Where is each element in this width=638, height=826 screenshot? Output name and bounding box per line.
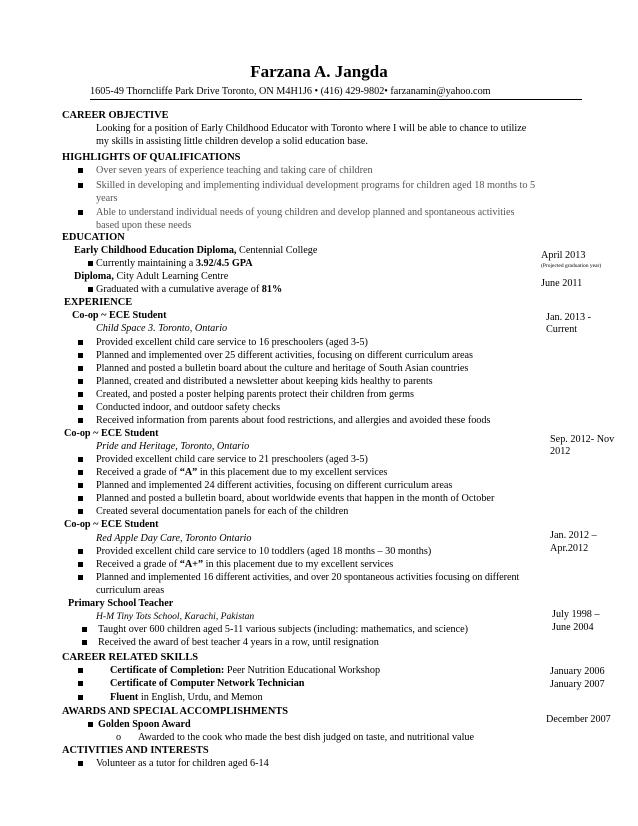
sub-bullet-icon: o xyxy=(116,732,122,743)
job-title: Co-op ~ ECE Student xyxy=(64,428,159,439)
contact-line: 1605-49 Thorncliffe Park Drive Toronto, ON M4H1J6 • (416) 429-9802• farzanamin@yahoo.com xyxy=(90,86,491,97)
grade-suffix: in this placement due to my excellent services xyxy=(203,559,394,570)
bullet-icon xyxy=(78,402,83,415)
job-date-end: 2012 xyxy=(550,446,571,457)
award-title: Golden Spoon Award xyxy=(98,719,191,730)
grade-label: Received a grade of xyxy=(96,467,180,478)
job-date-start: Sep. 2012- Nov xyxy=(550,434,615,445)
highlight-item: Skilled in developing and implementing individual development programs for children aged 18 months to 5 xyxy=(96,180,536,191)
education-ece-title: Early Childhood Education Diploma, xyxy=(74,245,237,256)
job-duty-item-continued: curriculum areas xyxy=(96,585,165,596)
job-duty-item: Planned and implemented over 25 different activities, focusing on different curriculum areas xyxy=(96,350,474,361)
section-heading-highlights: HIGHLIGHTS OF QUALIFICATIONS xyxy=(62,152,241,163)
section-heading-experience: EXPERIENCE xyxy=(64,297,133,308)
bullet-icon xyxy=(88,719,93,732)
education-diploma-school: City Adult Learning Centre xyxy=(113,271,229,282)
education-gpa-value: 3.92/4.5 GPA xyxy=(195,258,253,269)
bullet-icon xyxy=(78,692,83,705)
skill-text: in English, Urdu, and Memon xyxy=(138,692,263,703)
bullet-icon xyxy=(78,467,83,480)
education-diploma-avg-line xyxy=(96,284,282,297)
education-ece-line xyxy=(74,245,317,258)
bullet-icon xyxy=(78,363,83,376)
objective-text-line1: Looking for a position of Early Childhood Educator with Toronto where I will be able to chance to utilize xyxy=(96,123,527,134)
job-duty-item: Planned and implemented 16 different activities, and over 20 spontaneous activities focusing on different xyxy=(96,572,520,583)
section-heading-objective: CAREER OBJECTIVE xyxy=(62,110,169,121)
education-gpa-label: Currently maintaining a xyxy=(96,258,196,269)
bullet-icon xyxy=(78,572,83,585)
highlight-item-continued: based upon these needs xyxy=(96,220,192,231)
skill-text: Peer Nutrition Educational Workshop xyxy=(224,665,381,676)
education-avg-label: Graduated with a cumulative average of xyxy=(96,284,262,295)
job-duty-item: Conducted indoor, and outdoor safety checks xyxy=(96,402,281,413)
job-date-start: Jan. 2013 - xyxy=(546,312,591,323)
grade-value: “A” xyxy=(179,467,198,478)
job-date-start: Jan. 2012 – xyxy=(550,530,597,541)
job-duty-item: Planned, created and distributed a newsletter about keeping kids healthy to parents xyxy=(96,376,433,387)
bullet-icon xyxy=(88,258,93,271)
job-title: Co-op ~ ECE Student xyxy=(72,310,167,321)
education-avg-value: 81% xyxy=(261,284,283,295)
skill-item: Certificate of Computer Network Technician xyxy=(110,678,305,689)
job-duty-item: Received the award of best teacher 4 years in a row, until resignation xyxy=(98,637,379,648)
education-ece-school: Centennial College xyxy=(236,245,318,256)
job-duty-item: Planned and posted a bulletin board, about worldwide events that happen in the month of October xyxy=(96,493,495,504)
job-duty-item xyxy=(96,467,387,480)
bullet-icon xyxy=(78,376,83,389)
skill-date: January 2006 xyxy=(550,666,605,677)
bullet-icon xyxy=(78,454,83,467)
job-date-end: Apr.2012 xyxy=(550,543,589,554)
job-date-end: June 2004 xyxy=(552,622,594,633)
grade-label: Received a grade of xyxy=(96,559,180,570)
skill-label: Fluent xyxy=(110,692,139,703)
job-duty-item: Provided excellent child care service to 10 toddlers (aged 18 months – 30 months) xyxy=(96,546,432,557)
education-diploma-line xyxy=(74,271,228,284)
bullet-icon xyxy=(78,758,83,771)
job-place: H-M Tiny Tots School, Karachi, Pakistan xyxy=(96,611,255,622)
bullet-icon xyxy=(78,165,83,178)
job-duty-item: Provided excellent child care service to 21 preschoolers (aged 3-5) xyxy=(96,454,368,465)
job-place: Child Space 3. Toronto, Ontario xyxy=(96,323,228,334)
bullet-icon xyxy=(82,624,87,637)
job-duty-item: Planned and implemented 24 different activities, focusing on different curriculum areas xyxy=(96,480,453,491)
job-place: Red Apple Day Care, Toronto Ontario xyxy=(96,533,252,544)
job-date-start: July 1998 – xyxy=(552,609,600,620)
job-duty-item xyxy=(96,559,393,572)
education-ece-date: April 2013 xyxy=(541,250,586,261)
job-duty-item: Created several documentation panels for each of the children xyxy=(96,506,349,517)
job-duty-item: Received information from parents about food restrictions, and allergies and avoided these foods xyxy=(96,415,491,426)
bullet-icon xyxy=(78,415,83,428)
resume-name: Farzana A. Jangda xyxy=(250,62,388,81)
job-date-end: Current xyxy=(546,324,578,335)
grade-suffix: in this placement due to my excellent services xyxy=(197,467,388,478)
section-heading-activities: ACTIVITIES AND INTERESTS xyxy=(62,745,209,756)
skill-item xyxy=(110,692,263,705)
section-heading-education: EDUCATION xyxy=(62,232,125,243)
job-duty-item: Planned and posted a bulletin board about the culture and heritage of South Asian countries xyxy=(96,363,469,374)
education-diploma-title: Diploma, xyxy=(74,271,114,282)
bullet-icon xyxy=(78,559,83,572)
bullet-icon xyxy=(78,480,83,493)
job-title: Primary School Teacher xyxy=(68,598,174,609)
bullet-icon xyxy=(82,637,87,650)
section-heading-skills: CAREER RELATED SKILLS xyxy=(62,652,199,663)
skill-item xyxy=(110,665,380,678)
bullet-icon xyxy=(78,180,83,193)
bullet-icon xyxy=(88,284,93,297)
bullet-icon xyxy=(78,665,83,678)
section-heading-awards: AWARDS AND SPECIAL ACCOMPLISHMENTS xyxy=(62,706,289,717)
highlight-item: Over seven years of experience teaching and taking care of children xyxy=(96,165,373,176)
job-place: Pride and Heritage, Toronto, Ontario xyxy=(96,441,250,452)
education-diploma-date: June 2011 xyxy=(541,278,583,289)
bullet-icon xyxy=(78,678,83,691)
education-ece-gpa-line xyxy=(96,258,253,271)
header-divider xyxy=(90,99,582,100)
job-duty-item: Created, and posted a poster helping parents protect their children from germs xyxy=(96,389,414,400)
skill-label: Certificate of Completion: xyxy=(110,665,225,676)
award-date: December 2007 xyxy=(546,714,611,725)
objective-text-line2: my skills in assisting little children develop a solid education base. xyxy=(96,136,368,147)
bullet-icon xyxy=(78,337,83,350)
highlight-item: Able to understand individual needs of young children and develop planned and spontaneous activities xyxy=(96,207,515,218)
job-duty-item: Provided excellent child care service to 16 preschoolers (aged 3-5) xyxy=(96,337,368,348)
job-title: Co-op ~ ECE Student xyxy=(64,519,159,530)
highlight-item-continued: years xyxy=(96,193,118,204)
bullet-icon xyxy=(78,506,83,519)
bullet-icon xyxy=(78,350,83,363)
bullet-icon xyxy=(78,389,83,402)
award-detail: Awarded to the cook who made the best dish judged on taste, and nutritional value xyxy=(138,732,475,743)
bullet-icon xyxy=(78,546,83,559)
bullet-icon xyxy=(78,207,83,220)
education-ece-note: (Projected graduation year) xyxy=(541,263,602,269)
job-duty-item: Taught over 600 children aged 5-11 various subjects (including: mathematics, and science) xyxy=(98,624,469,635)
bullet-icon xyxy=(78,493,83,506)
grade-value: “A+” xyxy=(179,559,204,570)
skill-date: January 2007 xyxy=(550,679,605,690)
activity-item: Volunteer as a tutor for children aged 6-14 xyxy=(96,758,269,769)
